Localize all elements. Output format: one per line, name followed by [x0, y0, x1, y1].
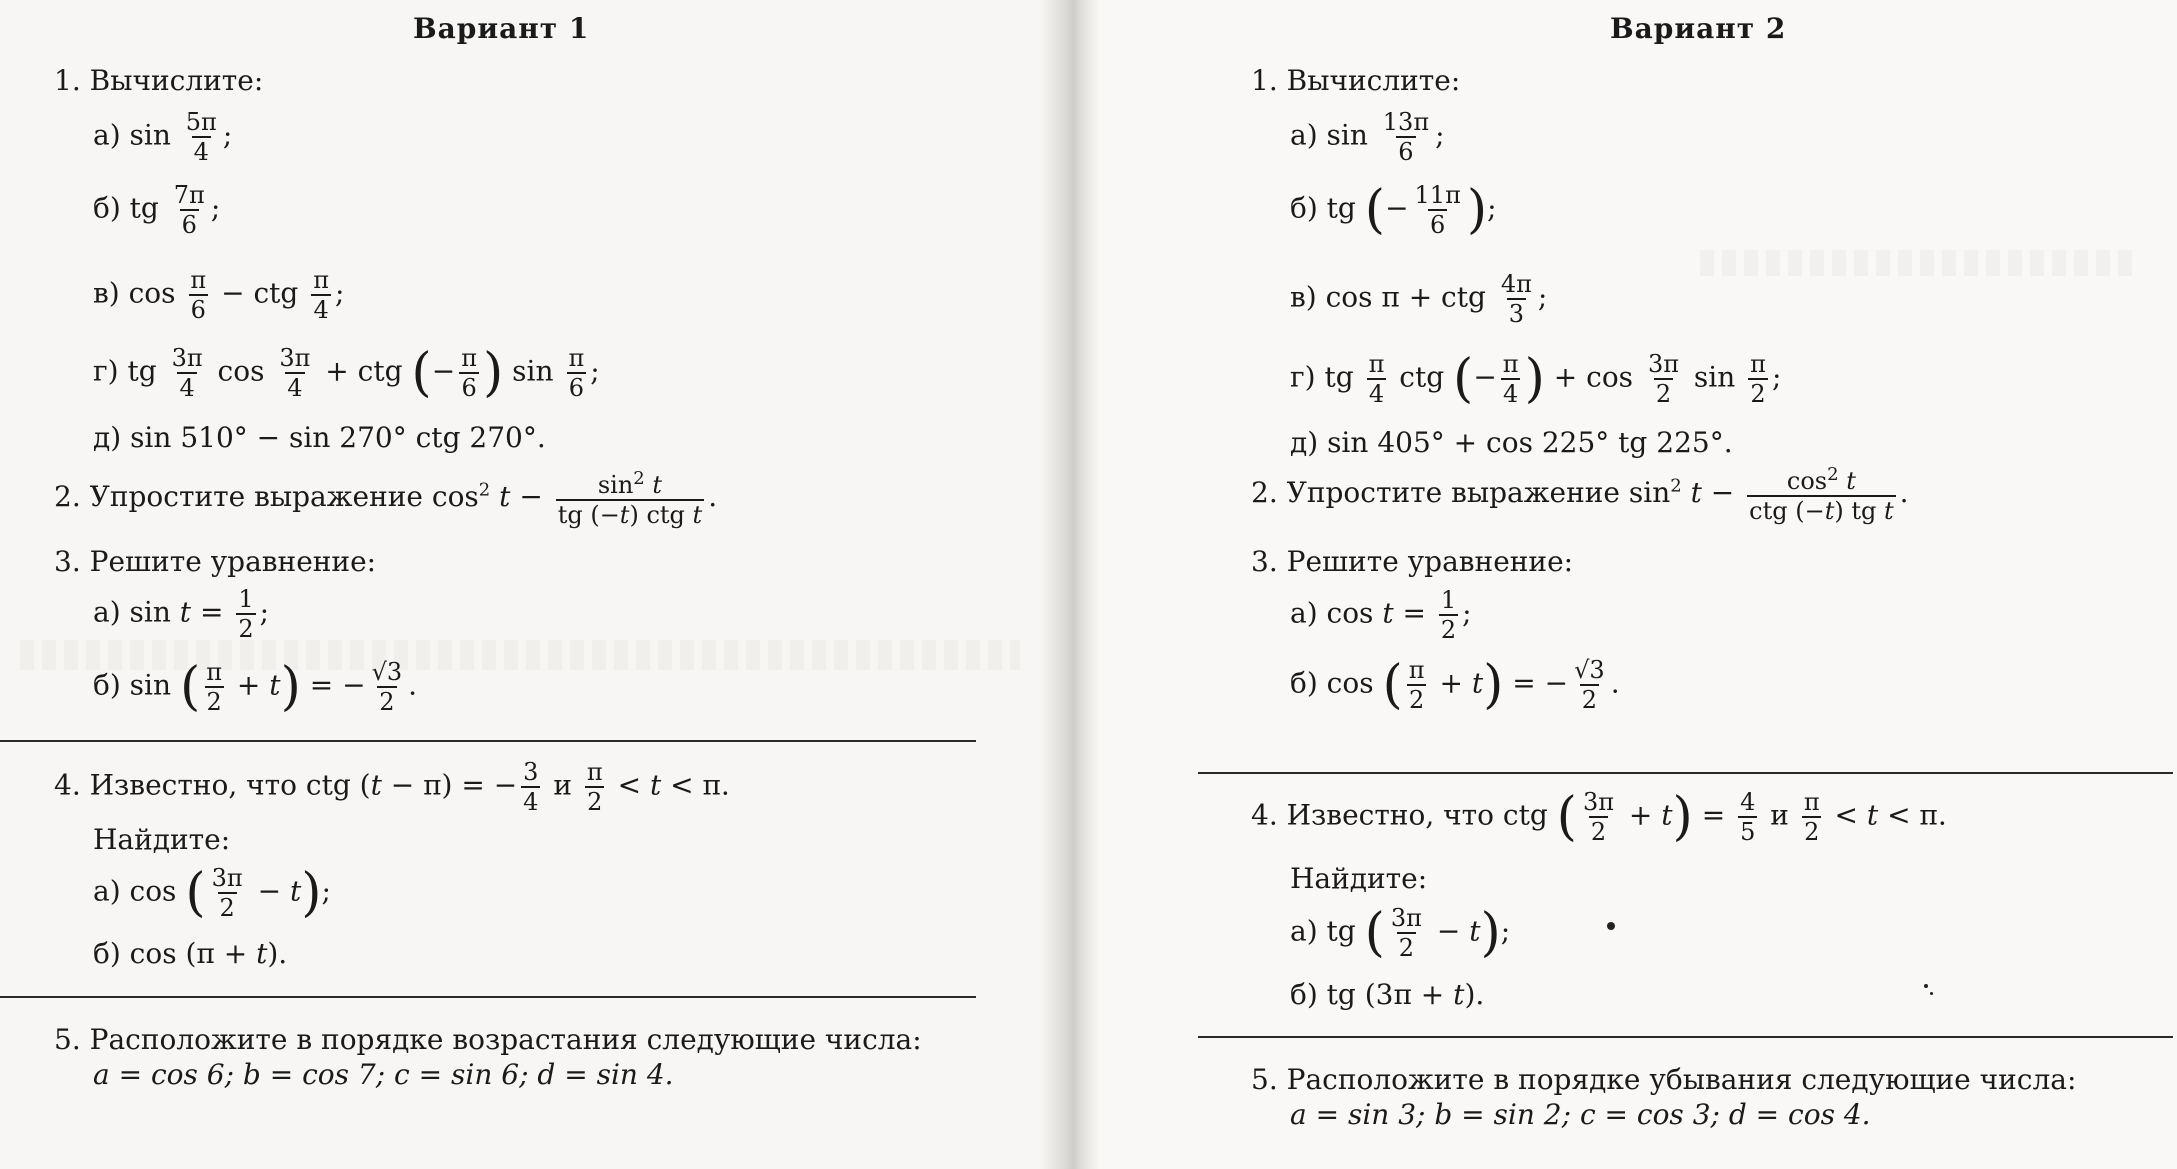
v1-task1b: б) tg $\frac{7\pi}{6}$ ;	[93, 181, 221, 239]
v1-task2-label: 2. Упростите выражение	[54, 480, 423, 513]
v2-task2: 2. Упростите выражение $\sin^2 t$ − $\frac{\cos^2 t}{\text{ctg (−t) tg t}}$ .	[1251, 464, 1909, 525]
v2-task3b: б) cos ( $\frac{\pi}{2}$ + t) = − $\frac{√3}{2}$ .	[1290, 655, 1620, 715]
v1-task1d: д) sin 510° − sin 270° ctg 270°.	[93, 421, 546, 454]
v1-task2: 2. Упростите выражение $\cos^2 t$ − $\frac{\sin^2 t}{\text{tg (−t) ctg t}}$ .	[54, 468, 718, 529]
v1-task3a: а) sin t = $\frac{1}{2}$ ;	[93, 585, 270, 643]
v2-task3a: а) cos t = $\frac{1}{2}$ ;	[1290, 586, 1472, 644]
v1-task5-values: a = cos 6; b = cos 7; c = sin 6; d = sin 4.	[93, 1058, 674, 1091]
v2-task1d: д) sin 405° + cos 225° tg 225°.	[1290, 426, 1733, 459]
print-speck	[1930, 992, 1933, 995]
v2-task4a: а) tg ( $\frac{3\pi}{2}$ − t);	[1290, 903, 1511, 963]
v1-task1g: г) tg $\frac{3\pi}{4}$ cos $\frac{3\pi}{4}$ + ctg (− $\frac{\pi}{6}$ ) sin $\frac{\pi}{6}$ ;	[93, 343, 600, 403]
v1-task1a: а) sin $\frac{5\pi}{4}$ ;	[93, 108, 233, 166]
v2-find-label: Найдите:	[1290, 862, 1428, 895]
v1-divider-2	[0, 996, 976, 998]
variant1-title: Вариант 1	[413, 12, 590, 45]
v1-divider-1	[0, 740, 976, 742]
v2-task5-values: a = sin 3; b = sin 2; c = cos 3; d = cos 4.	[1290, 1098, 1871, 1131]
v1-task4a: а) cos ( $\frac{3\pi}{2}$ − t);	[93, 863, 331, 923]
v1-task4b: б) cos (π + t).	[93, 937, 288, 970]
bleed-through-decoration	[1700, 250, 2140, 276]
v2-task1v: в) cos π + ctg $\frac{4\pi}{3}$ ;	[1290, 270, 1548, 328]
v2-task4b: б) tg (3π + t).	[1290, 978, 1485, 1011]
v2-task3-label: 3. Решите уравнение:	[1251, 545, 1574, 578]
book-gutter	[1040, 0, 1100, 1169]
v2-task1-label: 1. Вычислите:	[1251, 64, 1461, 97]
v2-task1g: г) tg $\frac{\pi}{4}$ ctg (− $\frac{\pi}{4}$ ) + cos $\frac{3\pi}{2}$ sin $\frac{\pi}{2}$ ;	[1290, 349, 1782, 409]
v1-task1-label: 1. Вычислите:	[54, 64, 264, 97]
v1-task5-label: 5. Расположите в порядке возрастания следующие числа:	[54, 1023, 922, 1056]
v2-task5-label: 5. Расположите в порядке убывания следующие числа:	[1251, 1063, 2077, 1096]
v1-task3b: б) sin ( $\frac{\pi}{2}$ + t) = − $\frac{√3}{2}$ .	[93, 657, 418, 717]
print-speck	[1607, 922, 1615, 930]
v2-divider-2	[1198, 1036, 2173, 1038]
v1-task3-label: 3. Решите уравнение:	[54, 545, 377, 578]
v1-task4: 4. Известно, что ctg (t − π) = − $\frac{3}{4}$ и $\frac{\pi}{2}$ < t < π.	[54, 758, 730, 816]
left-page	[0, 0, 1070, 1169]
right-page	[1070, 0, 2177, 1169]
v2-task1b: б) tg (− $\frac{11\pi}{6}$ );	[1290, 180, 1497, 240]
v2-task4: 4. Известно, что ctg ( $\frac{3\pi}{2}$ + t) = $\frac{4}{5}$ и $\frac{\pi}{2}$ < t < π.	[1251, 787, 1947, 847]
v1-find-label: Найдите:	[93, 823, 231, 856]
print-speck	[1924, 984, 1928, 988]
v1-task4-label: 4. Известно, что	[54, 768, 297, 802]
variant2-title: Вариант 2	[1610, 12, 1787, 45]
v2-task4-label: 4. Известно, что	[1251, 798, 1494, 832]
v2-task1a: а) sin $\frac{13\pi}{6}$ ;	[1290, 108, 1445, 166]
v2-task2-label: 2. Упростите выражение	[1251, 476, 1620, 509]
v1-task1v: в) cos $\frac{\pi}{6}$ − ctg $\frac{\pi}{4}$ ;	[93, 266, 345, 324]
v2-divider-1	[1198, 772, 2173, 774]
